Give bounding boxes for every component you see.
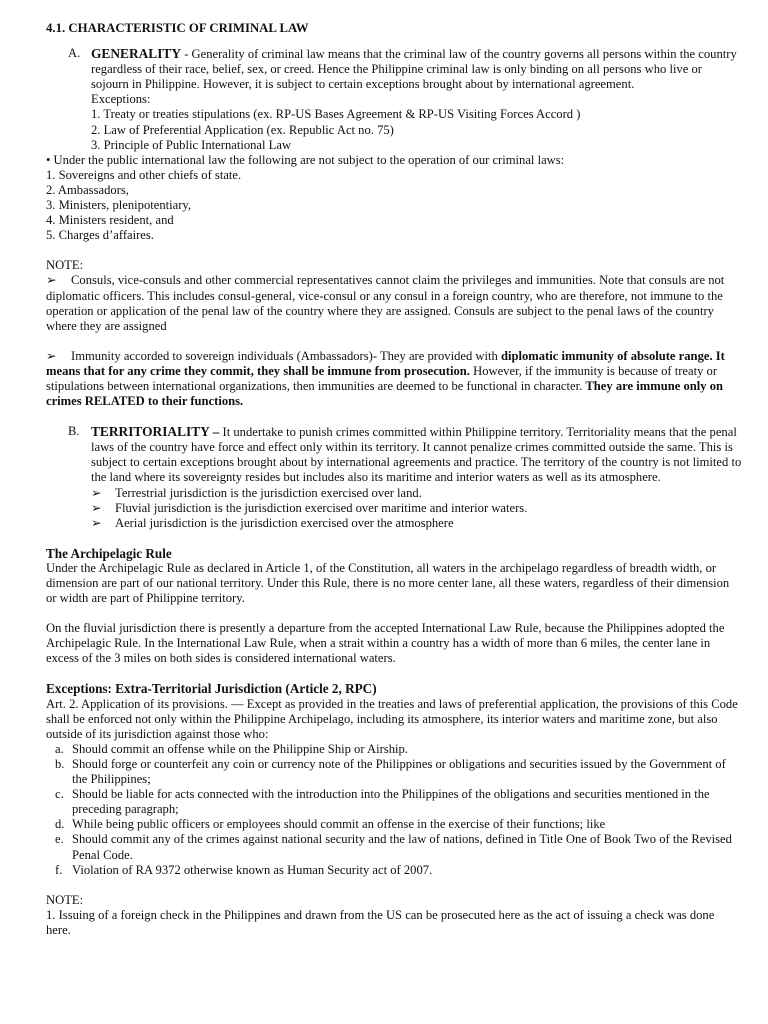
exception-list-item xyxy=(46,787,742,817)
section-letter: B. xyxy=(68,424,80,439)
fluvial-paragraph: On the fluvial jurisdiction there is presently a departure from the accepted International Law Rule, because the Philippines adopted the Archipelagic Rule. In the International Law Rule, when a strait within a country has a width of more than 6 miles, the center lane in excess of the 3 miles on both sides is considered international waters. xyxy=(46,621,725,666)
arrow-bullet-icon: ➢ xyxy=(91,485,102,500)
intl-law-item: 3. Ministers, plenipotentiary, xyxy=(46,198,192,213)
exception-item: 3. Principle of Public International Law xyxy=(91,137,292,152)
list-item-text: While being public officers or employees should commit an offense in the exercise of their functions; like xyxy=(72,817,606,832)
exception-list-item xyxy=(46,832,742,862)
list-item-text: Should forge or counterfeit any coin or currency note of the Philippines or obligations and securities issued by the Government of the Philippines; xyxy=(72,756,726,787)
territoriality-body: It undertake to punish crimes committed within Philippine territory. Territoriality means that the penal laws of the country have force and effect only within its territory. It cannot penalize crimes committed outside the same. This is subject to certain exceptions brought about by international agreements and practice. The territory of the country is not limited to the land where its sovereignty resides but includes also its maritime and interior waters as well as its atmosphere. xyxy=(91,425,742,485)
generality-heading: GENERALITY xyxy=(91,46,182,62)
immunity-bold-text: They are immune only on crimes RELATED to their functions. xyxy=(46,378,723,409)
jurisdiction-item xyxy=(91,516,742,531)
exception-list-item xyxy=(46,863,742,878)
exceptions-heading: Exceptions: Extra-Territorial Jurisdiction (Article 2, RPC) xyxy=(46,681,377,697)
exception-list-item xyxy=(46,817,742,832)
generality-body: - Generality of criminal law means that the criminal law of the country governs all persons within the country regardless of their race, belief, sex, or creed. Hence the Philippine criminal law is only binding on all persons who live or sojourn in Philippine. However, it is subject to certain exceptions brought about by international agreement. xyxy=(91,47,737,92)
jurisdiction-text: Fluvial jurisdiction is the jurisdiction exercised over maritime and interior waters. xyxy=(115,500,528,515)
list-marker: d. xyxy=(55,817,65,832)
exception-item: 1. Treaty or treaties stipulations (ex. RP-US Bases Agreement & RP-US Visiting Forces Accord ) xyxy=(91,107,581,122)
list-marker: a. xyxy=(55,741,64,756)
territoriality-paragraph xyxy=(91,424,742,485)
list-item-text: Should commit an offense while on the Philippine Ship or Airship. xyxy=(72,741,408,756)
exception-list-item xyxy=(46,742,742,757)
section-generality xyxy=(46,46,742,153)
list-item-text: Should commit any of the crimes against national security and the law of nations, defined in Title One of Book Two of the Revised Penal Code. xyxy=(72,832,732,862)
consuls-text: Consuls, vice-consuls and other commercial representatives cannot claim the privileges and immunities. Note that consuls are not diplomatic officers. This includes consul-general, vice-consul or any consul in a foreign country, who are therefore, not immune to the operation or application of the penal law of the country where they are assigned. Consuls are subject to the penal laws of the country where they are assigned xyxy=(46,273,725,333)
intl-law-item: 2. Ambassadors, xyxy=(46,182,129,197)
exceptions-label: Exceptions: xyxy=(91,92,151,107)
jurisdiction-text: Terrestrial jurisdiction is the jurisdiction exercised over land. xyxy=(115,485,422,500)
exception-item: 2. Law of Preferential Application (ex. Republic Act no. 75) xyxy=(91,122,394,137)
immunity-note xyxy=(46,349,742,409)
list-marker: b. xyxy=(55,756,65,771)
intl-law-intro: • Under the public international law the following are not subject to the operation of our criminal laws: xyxy=(46,152,565,167)
note-label: NOTE: xyxy=(46,892,84,907)
archipelagic-paragraph: Under the Archipelagic Rule as declared in Article 1, of the Constitution, all waters in the archipelago regardless of breadth width, or dimension are part of our national territory. Under this Rule, there is no more center lane, all these waters, regardless of their dimension or width are part of Philippine territory. xyxy=(46,560,730,606)
page-heading: 4.1. CHARACTERISTIC OF CRIMINAL LAW xyxy=(46,21,309,35)
section-letter: A. xyxy=(68,46,81,61)
immunity-text: Immunity accorded to sovereign individuals (Ambassadors)- They are provided with xyxy=(71,348,501,363)
territoriality-heading: TERRITORIALITY – xyxy=(91,424,220,440)
jurisdiction-item xyxy=(91,501,742,516)
exception-list-item xyxy=(46,757,742,787)
arrow-bullet-icon: ➢ xyxy=(46,273,57,288)
jurisdiction-text: Aerial jurisdiction is the jurisdiction exercised over the atmosphere xyxy=(115,515,454,530)
section-territoriality xyxy=(46,424,742,531)
check-note: 1. Issuing of a foreign check in the Philippines and drawn from the US can be prosecuted here as the act of issuing a check was done here. xyxy=(46,907,715,937)
list-item-text: Should be liable for acts connected with the introduction into the Philippines of the obligations and securities mentioned in the preceding paragraph; xyxy=(72,787,710,817)
arrow-bullet-icon: ➢ xyxy=(91,500,102,515)
list-marker: f. xyxy=(55,862,63,877)
archipelagic-heading: The Archipelagic Rule xyxy=(46,545,172,561)
arrow-bullet-icon: ➢ xyxy=(46,348,57,363)
generality-paragraph xyxy=(91,46,742,92)
consuls-note xyxy=(46,273,742,333)
list-marker: c. xyxy=(55,787,64,802)
arrow-bullet-icon: ➢ xyxy=(91,515,102,530)
article-intro: Art. 2. Application of its provisions. — Except as provided in the treaties and laws of preferential application, the provisions of this Code shall be enforced not only within the Philippine Archipelago, including its atmosphere, its interior waters and maritime zone, but also outside of its jurisdiction against those who: xyxy=(46,696,738,741)
jurisdiction-item xyxy=(91,486,742,501)
intl-law-item: 5. Charges d’affaires. xyxy=(46,228,154,243)
intl-law-item: 1. Sovereigns and other chiefs of state. xyxy=(46,167,242,182)
immunity-text: However, if the immunity is because of treaty or stipulations between international organizations, then immunities are deemed to be functional in character. xyxy=(46,363,718,393)
immunity-bold-text: diplomatic immunity of absolute range. It means that for any crime they commit, they shall be immune from prosecution. xyxy=(46,348,725,378)
note-label: NOTE: xyxy=(46,258,84,273)
intl-law-item: 4. Ministers resident, and xyxy=(46,213,174,228)
list-item-text: Violation of RA 9372 otherwise known as Human Security act of 2007. xyxy=(72,862,433,877)
list-marker: e. xyxy=(55,832,64,847)
